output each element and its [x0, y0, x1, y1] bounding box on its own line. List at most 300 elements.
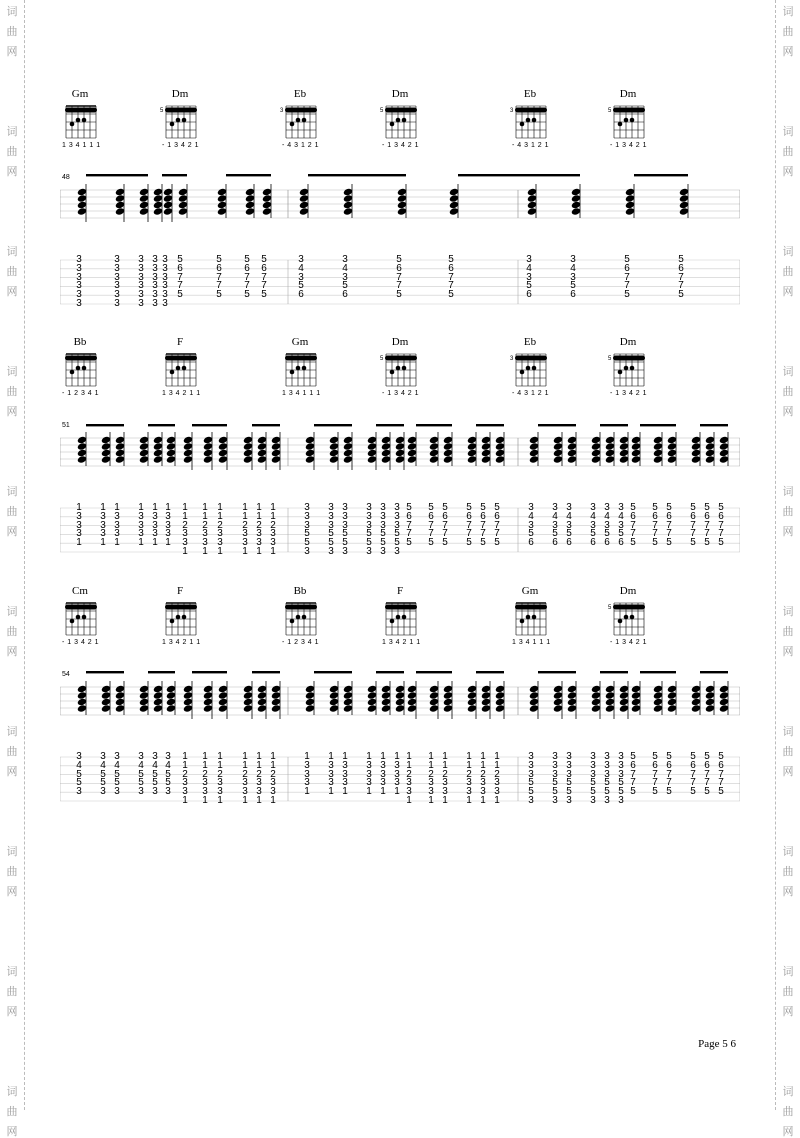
tab-fret-number: 1	[217, 759, 223, 771]
chord-name: F	[176, 585, 184, 597]
tab-fret-number: 7	[442, 519, 448, 531]
watermark-char: 曲	[6, 145, 18, 158]
tab-fret-number: 3	[442, 786, 448, 798]
tab-fret-number: 2	[202, 519, 208, 531]
tab-fret-number: 5	[718, 502, 724, 513]
measure-number: 54	[62, 671, 70, 678]
tab-fret-number: 5	[666, 751, 672, 762]
tab-fret-number: 3	[328, 519, 334, 531]
tab-fret-number: 5	[244, 254, 250, 265]
chord-grid	[510, 597, 554, 639]
tab-fret-column	[650, 753, 660, 797]
tab-fret-number: 7	[690, 777, 696, 789]
tab-fret-number: 5	[604, 528, 610, 540]
tab-fret-number: 3	[256, 786, 262, 798]
svg-text:3: 3	[510, 356, 514, 362]
tab-fret-number: 5	[494, 502, 500, 513]
tab-fret-number: 6	[566, 537, 572, 549]
chord-grid	[280, 348, 324, 390]
tab-fret-number: 3	[202, 786, 208, 798]
chord-fingering: - 1 3 4 2 1	[382, 142, 420, 149]
tab-fret-number: 3	[152, 271, 158, 283]
tab-fret-number: 5	[152, 777, 158, 789]
tab-fret-number: 3	[114, 786, 120, 798]
watermark-char: 词	[782, 605, 794, 618]
tab-fret-number: 3	[100, 510, 106, 522]
tab-fret-number: 3	[152, 280, 158, 292]
svg-text:5: 5	[608, 108, 612, 114]
tab-fret-number: 6	[666, 510, 672, 522]
tab-fret-number: 1	[442, 751, 448, 762]
tab-fret-column	[240, 753, 250, 806]
tab-fret-number: 3	[528, 751, 534, 762]
tab-fret-column	[160, 256, 170, 309]
tab-fret-number: 3	[604, 794, 610, 806]
watermark-char: 词	[6, 605, 18, 618]
watermark-char: 词	[6, 725, 18, 738]
tab-fret-number: 3	[406, 777, 412, 789]
tab-fret-number: 5	[76, 768, 82, 780]
tab-fret-number: 3	[76, 280, 82, 292]
tab-fret-number: 3	[528, 502, 534, 513]
tab-fret-number: 1	[114, 502, 120, 513]
tab-fret-number: 5	[304, 528, 310, 540]
tab-fret-number: 3	[76, 519, 82, 531]
tab-fret-number: 5	[528, 528, 534, 540]
tab-fret-number: 5	[406, 502, 412, 513]
tab-fret-column	[340, 504, 350, 557]
tab-fret-column	[702, 504, 712, 548]
tab-fret-number: 5	[590, 777, 596, 789]
watermark-char: 词	[6, 965, 18, 978]
tab-fret-column	[716, 504, 726, 548]
chord-diagram	[280, 585, 330, 645]
tab-fret-number: 5	[704, 751, 710, 762]
tab-fret-number: 5	[704, 502, 710, 513]
system-3	[60, 585, 740, 815]
tab-fret-number: 3	[100, 528, 106, 540]
tab-fret-number: 3	[304, 502, 310, 513]
beam	[162, 174, 187, 176]
tab-fret-number: 3	[270, 786, 276, 798]
tab-fret-number: 7	[666, 528, 672, 540]
tab-fret-number: 3	[165, 510, 171, 522]
tab-fret-column	[688, 753, 698, 797]
tab-fret-number: 1	[217, 545, 223, 557]
tab-fret-number: 3	[380, 519, 386, 531]
tab-fret-number: 1	[480, 751, 486, 762]
tab-fret-number: 4	[76, 759, 82, 771]
tab-fret-number: 6	[690, 510, 696, 522]
chord-fingering: 1 3 4 2 1 1	[162, 390, 201, 397]
tab-fret-number: 3	[162, 280, 168, 292]
tab-fret-number: 3	[380, 759, 386, 771]
tab-fret-number: 1	[328, 786, 334, 798]
tab-fret-number: 6	[494, 510, 500, 522]
watermark-char: 网	[782, 885, 794, 898]
tab-fret-number: 3	[604, 768, 610, 780]
chord-diagram	[60, 88, 110, 148]
tab-fret-number: 5	[494, 537, 500, 549]
tab-fret-number: 7	[652, 528, 658, 540]
system-2	[60, 336, 740, 566]
tab-fret-number: 6	[704, 510, 710, 522]
tab-fret-number: 7	[428, 519, 434, 531]
tab-fret-number: 1	[217, 502, 223, 513]
tab-fret-column	[622, 256, 632, 300]
chord-diagram	[608, 336, 658, 396]
tab-fret-number: 1	[182, 794, 188, 806]
tab-fret-number: 5	[298, 280, 304, 292]
tab-fret-number: 3	[328, 510, 334, 522]
tab-fret-number: 3	[304, 759, 310, 771]
watermark-char: 词	[782, 245, 794, 258]
chord-fingering: 1 3 4 1 1 1	[62, 142, 101, 149]
tab-fret-number: 1	[270, 510, 276, 522]
tab-fret-number: 3	[466, 777, 472, 789]
tab-fret-column	[364, 753, 374, 797]
tab-fret-number: 3	[590, 768, 596, 780]
tab-fret-number: 5	[261, 289, 267, 301]
tab-fret-number: 6	[570, 289, 576, 301]
tab-fret-number: 6	[342, 289, 348, 301]
tab-fret-number: 3	[138, 786, 144, 798]
tab-fret-number: 5	[394, 528, 400, 540]
tab-fret-number: 5	[552, 786, 558, 798]
watermark-char: 词	[6, 365, 18, 378]
tab-fret-number: 6	[704, 759, 710, 771]
tab-fret-number: 7	[630, 768, 636, 780]
tab-fret-number: 3	[242, 786, 248, 798]
tab-fret-number: 7	[480, 519, 486, 531]
tab-fret-number: 5	[304, 537, 310, 549]
tab-fret-number: 7	[666, 519, 672, 531]
tab-fret-number: 4	[526, 262, 532, 274]
beam	[376, 671, 404, 673]
tab-fret-number: 3	[328, 768, 334, 780]
tab-fret-number: 7	[678, 280, 684, 292]
tab-fret-number: 3	[114, 262, 120, 274]
tab-fret-number: 3	[480, 786, 486, 798]
watermark-char: 网	[782, 765, 794, 778]
tab-fret-number: 3	[100, 751, 106, 762]
tab-fret-number: 3	[217, 786, 223, 798]
tab-fret-number: 7	[244, 280, 250, 292]
tab-fret-column	[200, 504, 210, 557]
system-1	[60, 88, 740, 318]
tab-fret-column	[628, 504, 638, 548]
watermark-char: 网	[782, 45, 794, 58]
tab-fret-number: 7	[690, 528, 696, 540]
beam	[600, 424, 628, 426]
tab-fret-number: 6	[652, 759, 658, 771]
chord-name: F	[396, 585, 404, 597]
chord-fingering: - 1 3 4 2 1	[62, 639, 100, 646]
tab-fret-number: 1	[242, 794, 248, 806]
chord-grid	[60, 597, 104, 639]
tab-fret-number: 5	[448, 254, 454, 265]
tab-fret-number: 3	[256, 528, 262, 540]
tab-fret-number: 1	[152, 502, 158, 513]
watermark-char: 曲	[6, 385, 18, 398]
tab-fret-number: 3	[138, 254, 144, 265]
tab-fret-number: 5	[480, 537, 486, 549]
tab-fret-number: 3	[165, 786, 171, 798]
tab-fret-number: 1	[202, 510, 208, 522]
tab-fret-number: 1	[217, 751, 223, 762]
tab-fret-number: 3	[270, 777, 276, 789]
tab-fret-number: 7	[448, 271, 454, 283]
tab-fret-column	[526, 504, 536, 548]
tab-fret-number: 6	[177, 262, 183, 274]
tab-fret-column	[150, 504, 160, 548]
tab-fret-column	[716, 753, 726, 797]
tab-fret-number: 3	[342, 768, 348, 780]
tab-fret-column	[326, 504, 336, 557]
tab-fret-number: 5	[652, 502, 658, 513]
beam	[148, 424, 175, 426]
tab-fret-number: 3	[182, 777, 188, 789]
tab-fret-number: 5	[328, 537, 334, 549]
tab-fret-number: 2	[256, 768, 262, 780]
tab-fret-number: 7	[718, 519, 724, 531]
tab-fret-column	[478, 753, 488, 806]
chord-diagram	[160, 585, 210, 645]
chord-name: Dm	[391, 88, 409, 100]
tab-fret-number: 7	[704, 519, 710, 531]
tab-fret-column	[616, 504, 626, 548]
tab-fret-number: 1	[494, 751, 500, 762]
tab-fret-column	[664, 753, 674, 797]
tab-fret-number: 3	[590, 759, 596, 771]
tab-fret-column	[74, 256, 84, 309]
tab-fret-number: 7	[666, 768, 672, 780]
tab-fret-column	[426, 753, 436, 806]
tab-fret-number: 7	[480, 528, 486, 540]
tab-fret-number: 3	[394, 510, 400, 522]
tab-fret-number: 1	[380, 751, 386, 762]
tab-fret-number: 5	[604, 786, 610, 798]
tab-fret-number: 1	[256, 759, 262, 771]
chord-grid	[380, 100, 424, 142]
tab-fret-number: 6	[630, 759, 636, 771]
tab-fret-number: 3	[256, 777, 262, 789]
tab-fret-number: 5	[652, 751, 658, 762]
beam	[416, 424, 452, 426]
watermark-char: 网	[6, 45, 18, 58]
tab-fret-column	[526, 753, 536, 806]
tab-fret-number: 5	[666, 502, 672, 513]
tab-fret-number: 1	[114, 537, 120, 549]
beam	[252, 671, 280, 673]
tab-fret-number: 5	[342, 537, 348, 549]
tab-fret-number: 3	[528, 759, 534, 771]
tab-fret-number: 3	[76, 528, 82, 540]
tab-fret-number: 1	[304, 786, 310, 798]
svg-text:5: 5	[380, 356, 384, 362]
tab-fret-number: 7	[666, 777, 672, 789]
tab-fret-number: 4	[528, 510, 534, 522]
tab-fret-number: 3	[304, 545, 310, 557]
tab-fret-number: 3	[138, 519, 144, 531]
tab-fret-number: 6	[396, 262, 402, 274]
chord-grid	[608, 348, 652, 390]
chord-diagram	[380, 336, 430, 396]
tab-fret-column	[568, 256, 578, 300]
tab-fret-number: 3	[552, 519, 558, 531]
tab-fret-number: 5	[138, 777, 144, 789]
tab-fret-number: 4	[570, 262, 576, 274]
tab-fret-column	[378, 504, 388, 557]
beam	[538, 424, 576, 426]
tab-fret-number: 3	[76, 262, 82, 274]
tab-fret-number: 5	[666, 786, 672, 798]
svg-text:5: 5	[608, 605, 612, 611]
tab-fret-number: 1	[342, 786, 348, 798]
watermark-char: 词	[782, 485, 794, 498]
chord-fingering: - 4 3 1 2 1	[512, 390, 550, 397]
tab-fret-number: 5	[624, 254, 630, 265]
tab-fret-number: 5	[466, 502, 472, 513]
tab-fret-number: 7	[494, 519, 500, 531]
tab-fret-number: 2	[270, 519, 276, 531]
chord-name: Gm	[291, 336, 309, 348]
tab-fret-number: 1	[256, 510, 262, 522]
watermark-char: 网	[6, 885, 18, 898]
tab-fret-number: 3	[428, 786, 434, 798]
chord-name: Dm	[619, 585, 637, 597]
chord-grid	[280, 100, 324, 142]
tab-fret-number: 3	[76, 297, 82, 309]
tab-fret-number: 7	[704, 768, 710, 780]
tab-fret-number: 3	[256, 537, 262, 549]
beam	[314, 424, 352, 426]
tab-fret-number: 3	[217, 537, 223, 549]
tab-fret-number: 1	[270, 794, 276, 806]
chord-name: Dm	[391, 336, 409, 348]
tab-fret-number: 5	[177, 254, 183, 265]
tab-fret-column	[550, 753, 560, 806]
chord-fingering: - 1 3 4 2 1	[610, 142, 648, 149]
watermark-char: 曲	[782, 985, 794, 998]
tab-fret-number: 7	[428, 528, 434, 540]
tab-fret-number: 4	[100, 759, 106, 771]
tab-fret-column	[302, 753, 312, 797]
tab-fret-number: 3	[270, 537, 276, 549]
watermark-char: 词	[6, 5, 18, 18]
tab-fret-number: 4	[566, 510, 572, 522]
watermark-char: 词	[782, 365, 794, 378]
tab-fret-number: 5	[618, 528, 624, 540]
tab-fret-number: 1	[494, 759, 500, 771]
tab-fret-column	[214, 256, 224, 300]
measure-number: 48	[62, 174, 70, 181]
tab-fret-number: 1	[466, 794, 472, 806]
tab-fret-number: 3	[202, 777, 208, 789]
tab-fret-number: 6	[480, 510, 486, 522]
tab-fret-number: 7	[494, 528, 500, 540]
tab-fret-number: 1	[182, 510, 188, 522]
tab-fret-number: 3	[100, 786, 106, 798]
tab-fret-number: 5	[566, 786, 572, 798]
chord-name: F	[176, 336, 184, 348]
watermark-char: 词	[782, 845, 794, 858]
watermark-char: 网	[782, 285, 794, 298]
tab-fret-number: 7	[442, 528, 448, 540]
chord-fingering: 1 3 4 2 1 1	[382, 639, 421, 646]
tab-fret-number: 3	[394, 502, 400, 513]
tab-fret-number: 3	[76, 289, 82, 301]
tab-fret-number: 3	[304, 510, 310, 522]
tab-fret-number: 5	[216, 254, 222, 265]
tab-fret-number: 3	[152, 786, 158, 798]
chord-fingering: - 1 3 4 2 1	[610, 390, 648, 397]
svg-text:3: 3	[280, 108, 284, 114]
watermark-char: 网	[782, 405, 794, 418]
tab-fret-number: 3	[165, 519, 171, 531]
watermark-char: 网	[6, 405, 18, 418]
tab-fret-number: 3	[566, 759, 572, 771]
tab-fret-number: 6	[690, 759, 696, 771]
tab-fret-number: 3	[76, 786, 82, 798]
tab-fret-number: 1	[406, 751, 412, 762]
tab-fret-column	[268, 504, 278, 557]
tab-fret-number: 3	[138, 289, 144, 301]
watermark-char: 词	[6, 125, 18, 138]
tab-fret-number: 7	[177, 271, 183, 283]
chord-fingering: 1 3 4 1 1 1	[282, 390, 321, 397]
tab-fret-number: 6	[428, 510, 434, 522]
tab-fret-number: 1	[256, 502, 262, 513]
tab-fret-number: 1	[494, 794, 500, 806]
measure-number: 51	[62, 422, 70, 429]
tab-fret-number: 5	[394, 537, 400, 549]
tab-fret-number: 5	[618, 777, 624, 789]
tab-fret-number: 7	[624, 271, 630, 283]
tab-fret-number: 1	[256, 751, 262, 762]
tab-fret-number: 3	[76, 510, 82, 522]
tab-fret-number: 5	[380, 537, 386, 549]
tab-fret-number: 3	[304, 519, 310, 531]
tab-fret-column	[242, 256, 252, 300]
watermark-char: 网	[782, 525, 794, 538]
tab-fret-number: 5	[678, 289, 684, 301]
tab-fret-number: 5	[396, 289, 402, 301]
beam	[192, 671, 227, 673]
tab-fret-number: 3	[618, 768, 624, 780]
watermark-char: 网	[782, 1125, 794, 1138]
chord-fingering: - 4 3 1 2 1	[282, 142, 320, 149]
tab-fret-number: 3	[618, 794, 624, 806]
watermark-char: 曲	[6, 265, 18, 278]
tab-fret-number: 5	[366, 528, 372, 540]
tab-fret-number: 2	[182, 519, 188, 531]
tab-fret-number: 6	[666, 759, 672, 771]
tab-fret-number: 3	[342, 545, 348, 557]
tab-fret-number: 7	[630, 519, 636, 531]
tab-fret-number: 3	[618, 759, 624, 771]
tab-fret-number: 3	[480, 777, 486, 789]
tab-fret-number: 3	[182, 537, 188, 549]
tab-fret-number: 3	[152, 751, 158, 762]
tab-fret-number: 1	[394, 751, 400, 762]
tab-fret-number: 3	[165, 528, 171, 540]
tab-fret-number: 3	[380, 510, 386, 522]
tab-fret-number: 6	[406, 510, 412, 522]
tab-fret-number: 3	[152, 262, 158, 274]
tab-fret-number: 3	[202, 528, 208, 540]
tab-fret-number: 5	[114, 777, 120, 789]
